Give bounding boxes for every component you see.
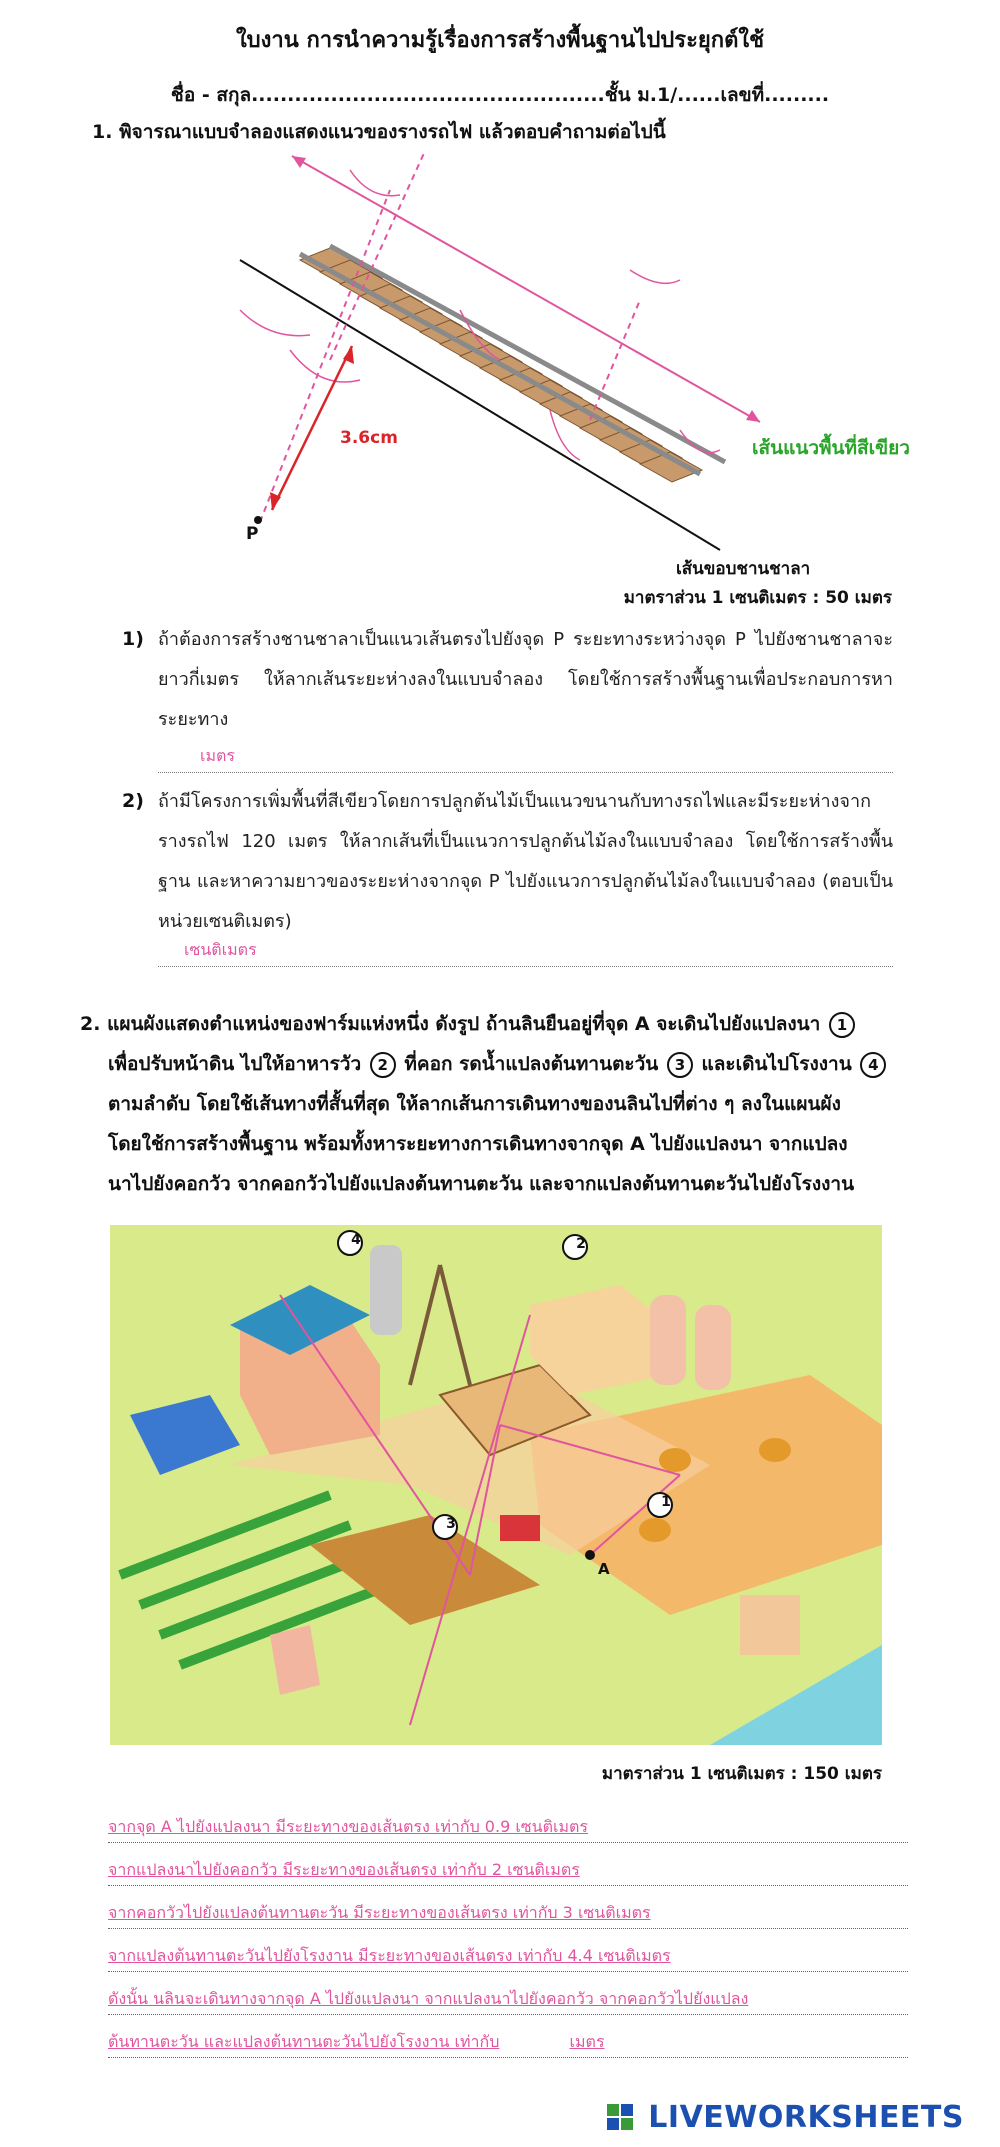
hay-bale-3 [639, 1518, 671, 1542]
liveworksheets-icon [607, 2104, 633, 2130]
q1-sub1-text: ถ้าต้องการสร้างชานชาลาเป็นแนวเส้นตรงไปยังจุด P ระยะทางระหว่างจุด P ไปยังชานชาลาจะยาวกี่เมตร ให้ลากเส้นระยะห่างลงในแบบจำลอง โดยใช้การสร้างพื้นฐานเพื่อประกอบการหาระยะทาง [158, 629, 893, 730]
platform-edge-line [240, 260, 720, 550]
map-label-3: 3 [446, 1516, 456, 1532]
q1-sub2-text: ถ้ามีโครงการเพิ่มพื้นที่สีเขียวโดยการปลูกต้นไม้เป็นแนวขนานกับทางรถไฟและมีระยะห่างจากรางรถไฟ 120 เมตร ให้ลากเส้นที่เป็นแนวการปลูกต้นไม้ลงในแบบจำลอง โดยใช้การสร้างพื้นฐาน และหาความยาวของระยะห่างจากจุด P ไปยังแนวการปลูกต้นไม้ลงในแบบจำลอง (ตอบเป็นหน่วยเซนติเมตร) [158, 791, 893, 932]
circle-3: 3 [667, 1052, 693, 1078]
q1-heading [92, 112, 666, 152]
liveworksheets-logo [607, 2100, 964, 2135]
q2-answer-3-text: จากคอกวัวไปยังแปลงต้นทานตะวัน มีระยะทางของเส้นตรง เท่ากับ 3 เซนติเมตร [108, 1903, 651, 1922]
farm-map [110, 1225, 882, 1745]
q2-answer-4[interactable] [108, 1941, 908, 1972]
hay-bale-2 [759, 1438, 791, 1462]
q1-sub2-answer-field[interactable] [158, 938, 893, 967]
grain-silo-2 [695, 1305, 731, 1390]
q2-answer-6 [108, 2027, 908, 2058]
q2-text-2c: และเดินไปโรงงาน [701, 1053, 852, 1075]
silo [370, 1245, 402, 1335]
platform-edge-label: เส้นขอบชานชาลา [676, 559, 811, 579]
liveworksheets-brand: LIVEWORKSHEETS [648, 2100, 964, 2135]
q1-scale: มาตราส่วน 1 เซนติเมตร : 50 เมตร [623, 588, 892, 608]
grain-silo-1 [650, 1295, 686, 1385]
q2-answer-2[interactable] [108, 1855, 908, 1886]
q2-answer-1[interactable] [108, 1812, 908, 1843]
point-p-marker [254, 516, 262, 524]
q2-answer-5-text: ดังนั้น นลินจะเดินทางจากจุด A ไปยังแปลงนา จากแปลงนาไปยังคอกวัว จากคอกวัวไปยังแปลง [108, 1989, 749, 2008]
worksheet-title: ใบงาน การนำความรู้เรื่องการสร้างพื้นฐานไปประยุกต์ใช้ [235, 28, 765, 53]
q1-prompt: พิจารณาแบบจำลองแสดงแนวของรางรถไฟ แล้วตอบคำถามต่อไปนี้ [119, 121, 666, 143]
hay-bale-1 [659, 1448, 691, 1472]
q2-answer-2-text: จากแปลงนาไปยังคอกวัว มีระยะทางของเส้นตรง เท่ากับ 2 เซนติเมตร [108, 1860, 580, 1879]
q2-line-4: โดยใช้การสร้างพื้นฐาน พร้อมทั้งหาระยะทางการเดินทางจากจุด A ไปยังแปลงนา จากแปลง [108, 1133, 848, 1155]
q2-text-2a: เพื่อปรับหน้าดิน ไปให้อาหารวัว [108, 1053, 362, 1075]
q2-answer-6-unit: เมตร [569, 2032, 605, 2051]
q2-number: 2. [80, 1013, 101, 1035]
q2-line-3: ตามลำดับ โดยใช้เส้นทางที่สั้นที่สุด ให้ลากเส้นการเดินทางของนลินไปที่ต่าง ๆ ลงในแผนผัง [108, 1093, 841, 1115]
q1-sub2-number: 2) [122, 790, 144, 812]
tractor [500, 1515, 540, 1541]
q2-answer-4-text: จากแปลงต้นทานตะวันไปยังโรงงาน มีระยะทางของเส้นตรง เท่ากับ 4.4 เซนติเมตร [108, 1946, 671, 1965]
q2-line-2 [108, 1044, 958, 1084]
construction-line-1 [260, 190, 390, 522]
circle-1: 1 [829, 1012, 855, 1038]
arc-1 [240, 310, 310, 336]
q2-answer-5 [108, 1984, 908, 2015]
q2-answer-1-text: จากจุด A ไปยังแปลงนา มีระยะทางของเส้นตรง เท่ากับ 0.9 เซนติเมตร [108, 1817, 588, 1836]
q1-sub1-answer-field[interactable] [158, 744, 893, 773]
q2-line-5: นาไปยังคอกวัว จากคอกวัวไปยังแปลงต้นทานตะวัน และจากแปลงต้นทานตะวันไปยังโรงงาน [108, 1173, 855, 1195]
point-a-marker [585, 1550, 595, 1560]
map-label-4: 4 [351, 1232, 361, 1248]
map-label-1: 1 [661, 1494, 671, 1510]
point-p-label: P [246, 524, 259, 544]
green-line-label: เส้นแนวพื้นที่สีเขียว [752, 437, 910, 459]
circle-4: 4 [860, 1052, 886, 1078]
q1-sub1-unit: เมตร [200, 746, 235, 765]
railway-diagram [200, 150, 960, 610]
q1-sub1-number: 1) [122, 628, 144, 650]
student-name-line: ชื่อ - สกุล.................................................ชั้น ม.1/......เลขที่......... [170, 84, 830, 106]
q2-line-1 [80, 1004, 930, 1044]
arc-6 [630, 270, 680, 283]
q1-number: 1. [92, 121, 113, 143]
q2-text-1: แผนผังแสดงตำแหน่งของฟาร์มแห่งหนึ่ง ดังรูป ถ้านลินยืนอยู่ที่จุด A จะเดินไปยังแปลงนา [107, 1013, 821, 1035]
distance-label: 3.6cm [340, 428, 398, 448]
q2-answer-3[interactable] [108, 1898, 908, 1929]
q2-text-2b: ที่คอก รดน้ำแปลงต้นทานตะวัน [404, 1053, 659, 1075]
q1-sub2-unit: เซนติเมตร [184, 940, 257, 959]
watermill [740, 1595, 800, 1655]
q2-answer-6-text: ต้นทานตะวัน และแปลงต้นทานตะวันไปยังโรงงาน เท่ากับ [108, 2032, 500, 2051]
arc-3 [350, 170, 400, 196]
q2-scale: มาตราส่วน 1 เซนติเมตร : 150 เมตร [601, 1764, 882, 1784]
circle-2: 2 [370, 1052, 396, 1078]
map-label-2: 2 [576, 1236, 586, 1252]
map-point-a-label: A [598, 1560, 610, 1578]
